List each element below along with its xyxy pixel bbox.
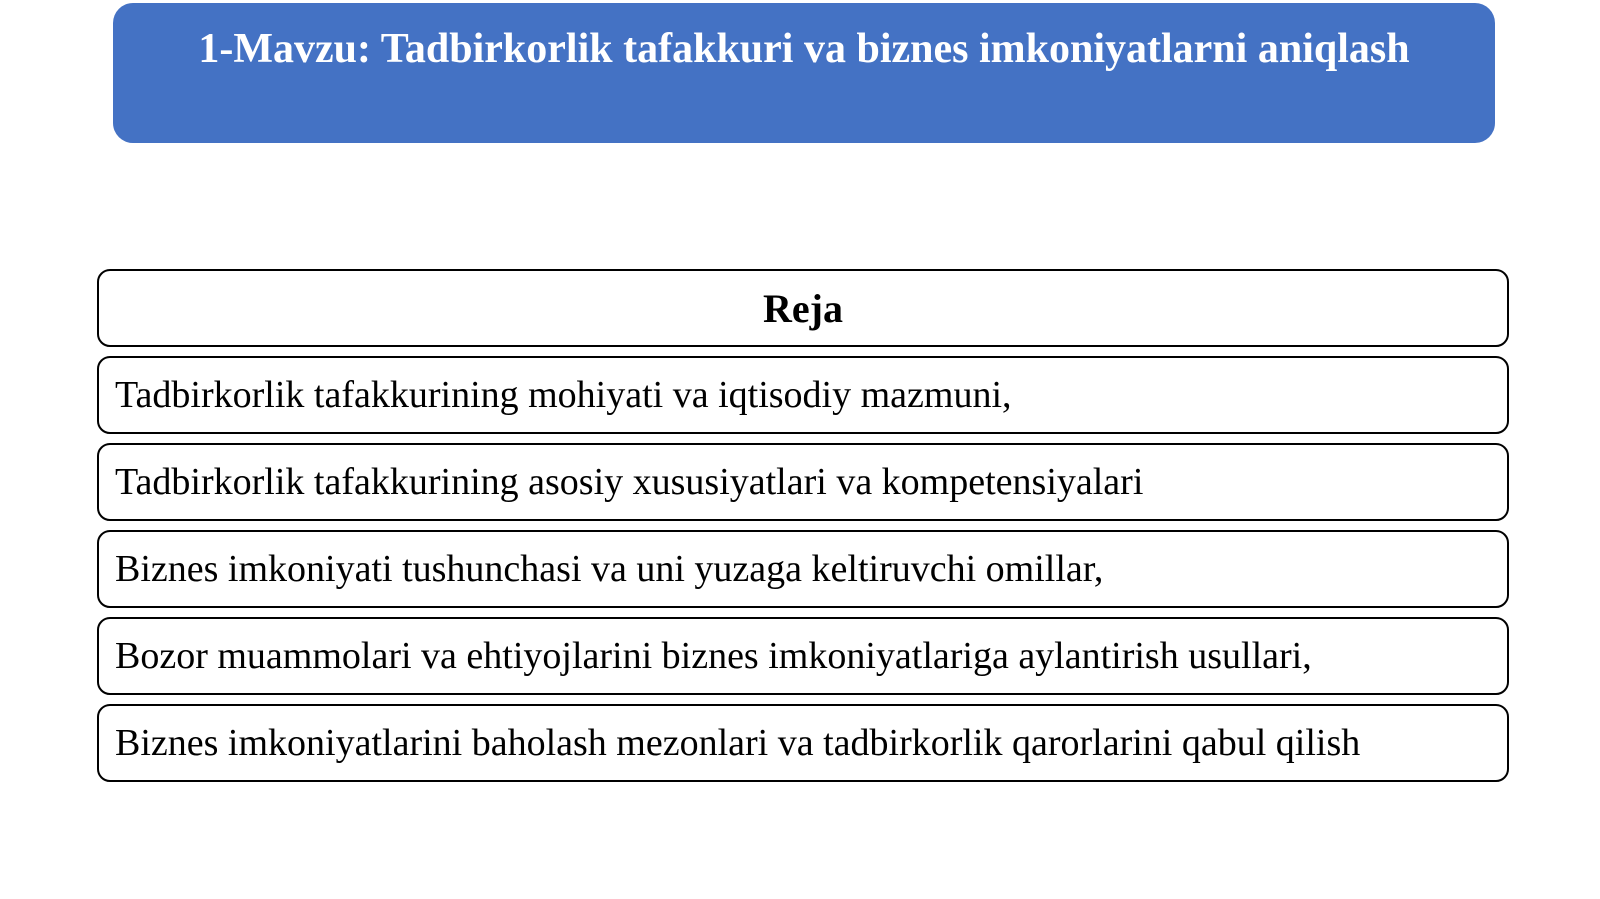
plan-item-box bbox=[97, 530, 1509, 608]
slide-title-banner bbox=[113, 3, 1495, 143]
plan-heading: Reja bbox=[763, 285, 843, 331]
plan-item-box bbox=[97, 617, 1509, 695]
plan-heading-box bbox=[97, 269, 1509, 347]
plan-item-text: Bozor muammolari va ehtiyojlarini biznes imkoniyatlariga aylantirish usullari, bbox=[115, 635, 1312, 677]
plan-item-box bbox=[97, 443, 1509, 521]
plan-item-box bbox=[97, 704, 1509, 782]
slide-title: 1-Mavzu: Tadbirkorlik tafakkuri va biznes imkoniyatlarni aniqlash bbox=[198, 26, 1410, 72]
plan-item-box bbox=[97, 356, 1509, 434]
plan-item-text: Tadbirkorlik tafakkurining asosiy xususiyatlari va kompetensiyalari bbox=[115, 461, 1144, 503]
plan-item-text: Biznes imkoniyati tushunchasi va uni yuzaga keltiruvchi omillar, bbox=[115, 548, 1104, 590]
plan-item-text: Tadbirkorlik tafakkurining mohiyati va iqtisodiy mazmuni, bbox=[115, 374, 1012, 416]
plan-item-text: Biznes imkoniyatlarini baholash mezonlari va tadbirkorlik qarorlarini qabul qilish bbox=[115, 722, 1361, 764]
